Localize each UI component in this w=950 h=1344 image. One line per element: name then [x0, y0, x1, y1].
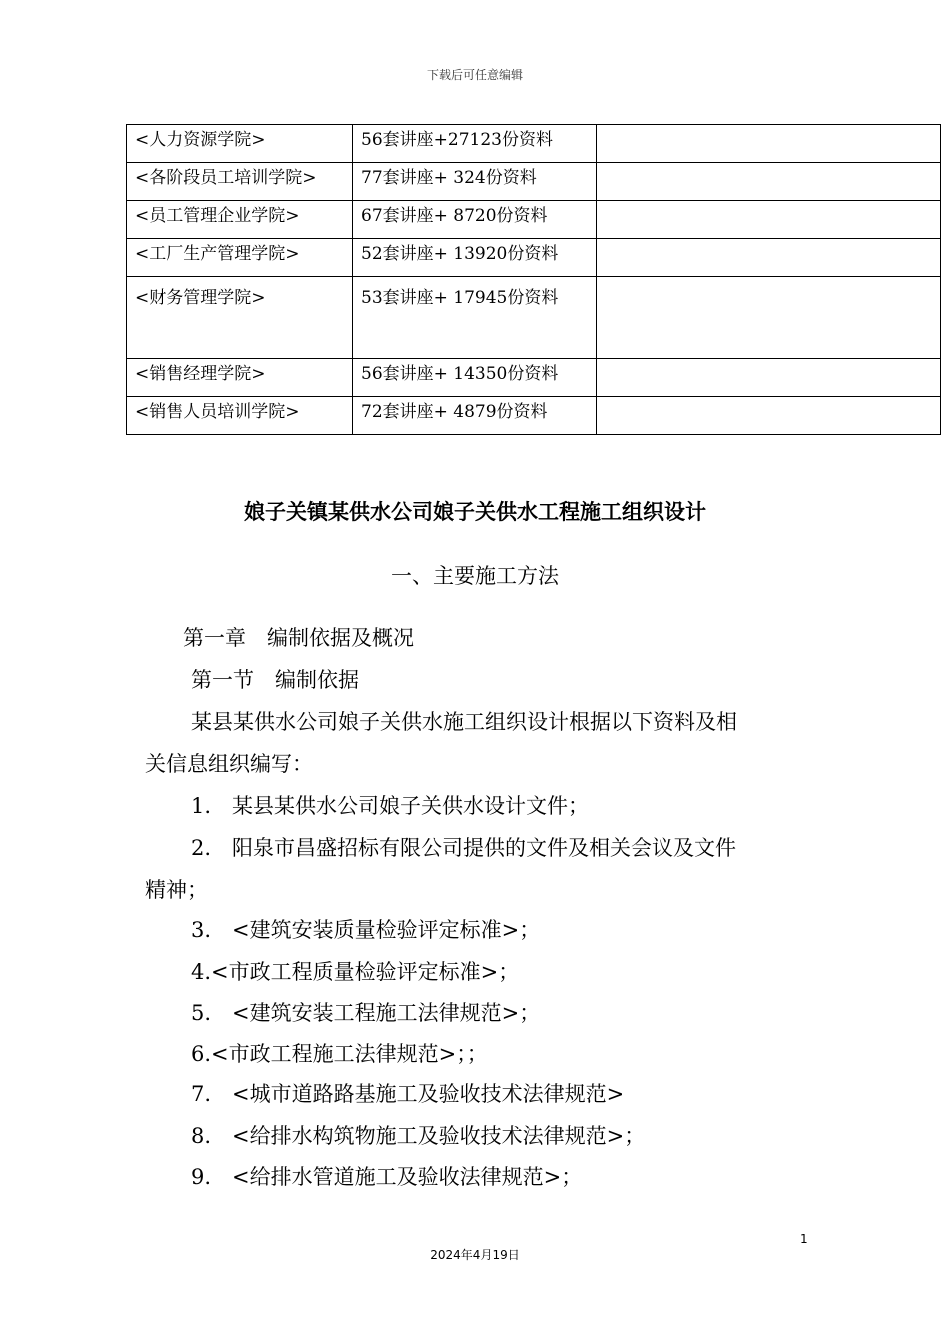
- list-item: 9. <给排水管道施工及验收法律规范>；: [191, 1165, 583, 1189]
- page-number: 1: [800, 1232, 808, 1246]
- list-item: 5. <建筑安装工程施工法律规范>；: [191, 1001, 541, 1025]
- table-cell: <销售人员培训学院>: [127, 397, 353, 435]
- table-cell: 72套讲座+ 4879份资料: [353, 397, 597, 435]
- table-cell: 56套讲座+27123份资料: [353, 125, 597, 163]
- list-item-continuation: 精神；: [145, 878, 208, 902]
- table-row: [127, 239, 941, 277]
- list-item: 6.<市政工程施工法律规范>；；: [191, 1042, 488, 1066]
- footer-date: 2024年4月19日: [430, 1248, 520, 1262]
- table-cell: <各阶段员工培训学院>: [127, 163, 353, 201]
- table-row: [127, 277, 941, 359]
- table-cell: <人力资源学院>: [127, 125, 353, 163]
- chapter-heading: 第一章 编制依据及概况: [183, 626, 414, 650]
- table-cell: 67套讲座+ 8720份资料: [353, 201, 597, 239]
- table-row: [127, 163, 941, 201]
- table-cell: [597, 201, 941, 239]
- table-cell: [597, 239, 941, 277]
- table-cell: <销售经理学院>: [127, 359, 353, 397]
- table-row: [127, 359, 941, 397]
- table-cell: 56套讲座+ 14350份资料: [353, 359, 597, 397]
- resource-table: [126, 124, 941, 435]
- list-item: 2. 阳泉市昌盛招标有限公司提供的文件及相关会议及文件: [191, 836, 737, 860]
- page-header: 下载后可任意编辑: [426, 68, 523, 82]
- table-row: [127, 125, 941, 163]
- list-item: 8. <给排水构筑物施工及验收技术法律规范>；: [191, 1124, 646, 1148]
- list-item: 1. 某县某供水公司娘子关供水设计文件；: [191, 794, 590, 818]
- table-row: [127, 201, 941, 239]
- table-cell: [597, 277, 941, 359]
- table-cell: [597, 125, 941, 163]
- intro-paragraph-line: 关信息组织编写：: [145, 752, 313, 776]
- table-cell: [597, 163, 941, 201]
- table-cell: <财务管理学院>: [127, 277, 353, 359]
- list-item: 4.<市政工程质量检验评定标准>；: [191, 960, 520, 984]
- table-cell: <工厂生产管理学院>: [127, 239, 353, 277]
- intro-paragraph-line: 某县某供水公司娘子关供水施工组织设计根据以下资料及相: [191, 710, 737, 734]
- section-subheading: 第一节 编制依据: [191, 668, 359, 692]
- table-cell: [597, 359, 941, 397]
- table-cell: 53套讲座+ 17945份资料: [353, 277, 597, 359]
- document-title: 娘子关镇某供水公司娘子关供水工程施工组织设计: [244, 499, 706, 524]
- table-cell: 52套讲座+ 13920份资料: [353, 239, 597, 277]
- list-item: 3. <建筑安装质量检验评定标准>；: [191, 918, 541, 942]
- table-cell: <员工管理企业学院>: [127, 201, 353, 239]
- table-cell: 77套讲座+ 324份资料: [353, 163, 597, 201]
- list-item: 7. <城市道路路基施工及验收技术法律规范>: [191, 1082, 625, 1106]
- section-heading: 一、主要施工方法: [391, 564, 559, 588]
- table-row: [127, 397, 941, 435]
- table-cell: [597, 397, 941, 435]
